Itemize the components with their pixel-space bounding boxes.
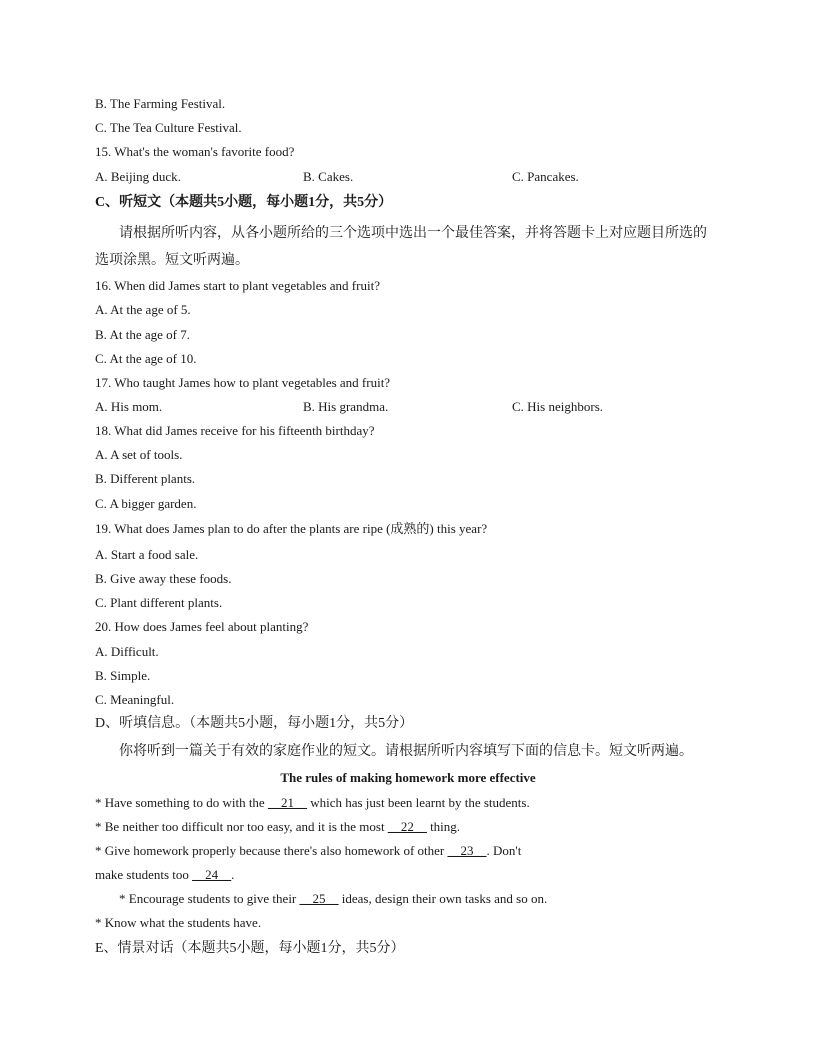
q17-question: 17. Who taught James how to plant vegetables and fruit? (95, 375, 391, 390)
q16-question: 16. When did James start to plant vegetables and fruit? (95, 278, 380, 293)
q18-option-b: B. Different plants. (95, 471, 196, 486)
q20-question: 20. How does James feel about planting? (95, 619, 309, 634)
q17-option-c: C. His neighbors. (512, 399, 603, 414)
rule-4: * Encourage students to give their __25__ ideas, design their own tasks and so on. (119, 891, 548, 906)
q20-option-a: A. Difficult. (95, 644, 159, 659)
q18-option-c: C. A bigger garden. (95, 496, 197, 511)
blank-25: __25__ (299, 891, 339, 906)
section-c-heading: C、听短文（本题共5小题，每小题1分，共5分） (95, 195, 393, 210)
blank-21: __21__ (267, 795, 307, 810)
q16-option-c: C. At the age of 10. (95, 351, 197, 366)
q16-option-a: A. At the age of 5. (95, 302, 191, 317)
q14-option-b: B. The Farming Festival. (95, 96, 226, 111)
section-c-instruction-2: 选项涂黑。短文听两遍。 (95, 253, 249, 268)
q15-question: 15. What's the woman's favorite food? (95, 144, 295, 159)
q15-option-c: C. Pancakes. (512, 169, 579, 184)
q14-option-c: C. The Tea Culture Festival. (95, 120, 242, 135)
q19-option-c: C. Plant different plants. (95, 595, 223, 610)
q16-option-b: B. At the age of 7. (95, 327, 190, 342)
rule-5: * Know what the students have. (95, 915, 262, 930)
q18-question: 18. What did James receive for his fifteenth birthday? (95, 423, 375, 438)
section-e-heading: E、情景对话（本题共5小题，每小题1分，共5分） (95, 941, 405, 956)
blank-23: __23__ (447, 843, 487, 858)
rule-3-continued: make students too __24__. (95, 867, 235, 882)
section-d-instruction: 你将听到一篇关于有效的家庭作业的短文。请根据所听内容填写下面的信息卡。短文听两遍。 (119, 744, 693, 759)
q20-option-b: B. Simple. (95, 668, 151, 683)
q20-option-c: C. Meaningful. (95, 692, 175, 707)
q15-option-a: A. Beijing duck. (95, 169, 181, 184)
q17-option-a: A. His mom. (95, 399, 163, 414)
rule-1: * Have something to do with the __21__ which has just been learnt by the students. (95, 795, 530, 810)
q19-option-a: A. Start a food sale. (95, 547, 199, 562)
rule-2: * Be neither too difficult nor too easy, and it is the most __22__ thing. (95, 819, 461, 834)
q17-option-b: B. His grandma. (303, 399, 389, 414)
rule-3: * Give homework properly because there's also homework of other __23__. Don't (95, 843, 522, 858)
q19-question: 19. What does James plan to do after the plants are ripe (成熟的) this year? (95, 521, 488, 536)
blank-24: __24__ (192, 867, 232, 882)
section-d-heading: D、听填信息。（本题共5小题，每小题1分，共5分） (95, 716, 414, 731)
section-c-instruction-1: 请根据所听内容，从各小题所给的三个选项中选出一个最佳答案，并将答题卡上对应题目所选的 (119, 226, 707, 241)
blank-22: __22__ (387, 819, 427, 834)
q15-option-b: B. Cakes. (303, 169, 354, 184)
q19-option-b: B. Give away these foods. (95, 571, 232, 586)
q18-option-a: A. A set of tools. (95, 447, 183, 462)
info-card-title: The rules of making homework more effective (280, 770, 536, 785)
